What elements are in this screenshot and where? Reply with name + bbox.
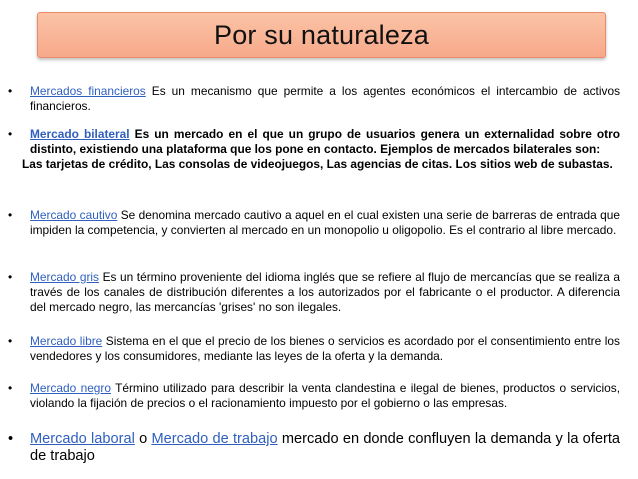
item-description: Es un mecanismo que permite a los agentes económicos el intercambio de activos financieros. [30,84,621,113]
bullet-point: • [8,334,13,348]
item-description: Se denomina mercado cautivo a aquel en el cual existen una serie de barreras de entrada que impiden la competencia, y convierten al mercado en un monopolio u oligopolio. Es el contrario al libre mercado. [30,208,620,237]
list-item-mercado-gris [8,270,620,315]
connector-text: o [134,431,152,447]
list-item-mercado-laboral [8,431,620,465]
bullet-point: • [8,381,13,395]
item-description: Es un término proveniente del idioma inglés que se refiere al flujo de mercancías que se realiza a través de los canales de distribución diferentes a los autorizados por el fabricante o el productor. A diferencia del mercado negro, las mercancías 'grises' no son ilegales. [30,270,620,314]
link-mercado-cautivo[interactable]: Mercado cautivo [30,208,118,222]
link-mercado-libre[interactable]: Mercado libre [30,334,103,348]
item-description: Es un mercado en el que un grupo de usuarios genera un externalidad sobre otro distinto, existiendo una plataforma que los pone en contacto. Ejemplos de mercados bilaterales son: [30,127,620,156]
list-item-mercados-financieros [8,84,620,114]
list-item-mercado-libre [8,334,620,364]
bullet-point: • [8,84,13,98]
list-item-mercado-bilateral [8,127,620,157]
title-banner [37,12,606,58]
link-mercado-gris[interactable]: Mercado gris [30,270,99,284]
bullet-point: • [8,208,13,222]
bullet-point: • [8,127,13,141]
item-description: mercado en donde confluyen la demanda y la oferta de trabajo [30,431,620,464]
page-title: Por su naturaleza [213,19,430,50]
item-description: Término utilizado para describir la venta clandestina e ilegal de bienes, productos o servicios, violando la fijación de precios o el racionamiento impuesto por el gobierno o las empresas. [30,381,620,410]
bilateral-examples: Las tarjetas de crédito, Las consolas de videojuegos, Las agencias de citas. Los sitios web de subastas. [22,157,613,171]
link-mercado-bilateral[interactable]: Mercado bilateral [30,127,130,141]
link-mercados-financieros[interactable]: Mercados financieros [30,84,146,98]
list-item-mercado-cautivo [8,208,620,238]
link-mercado-laboral[interactable]: Mercado laboral [30,431,135,447]
link-mercado-negro[interactable]: Mercado negro [30,381,111,395]
bullet-point: • [8,431,14,447]
bullet-point: • [8,270,13,284]
link-mercado-de-trabajo[interactable]: Mercado de trabajo [151,431,278,447]
list-item-mercado-negro [8,381,620,411]
item-description: Sistema en el que el precio de los bienes o servicios es acordado por el consentimiento entre los vendedores y los consumidores, mediante las leyes de la oferta y la demanda. [30,334,620,363]
